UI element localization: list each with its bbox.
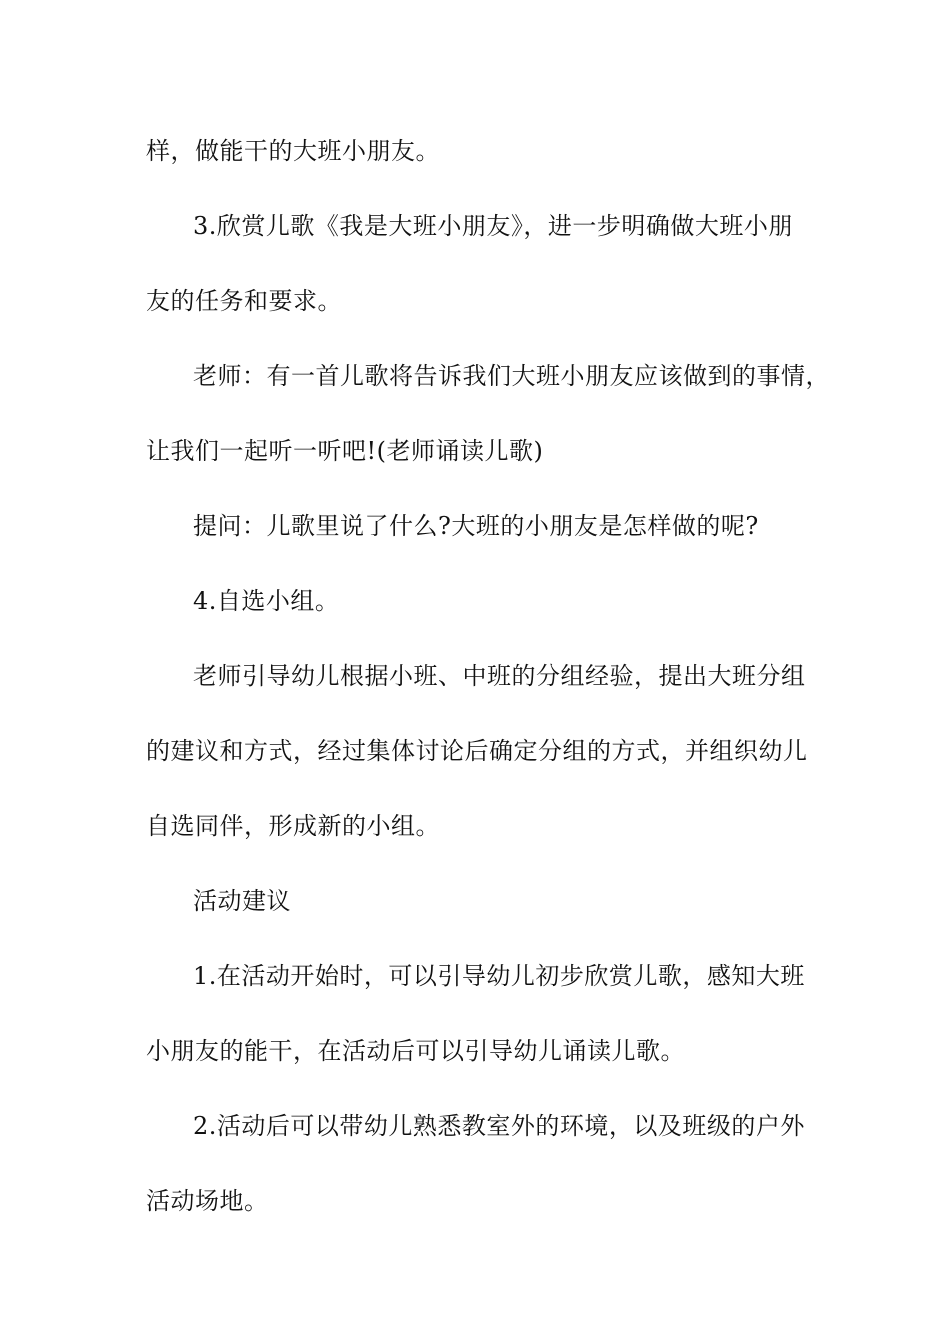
text-line: 老师：有一首儿歌将告诉我们大班小朋友应该做到的事情， — [193, 362, 830, 390]
text-line: 友的任务和要求。 — [146, 287, 342, 315]
text-line: 2.活动后可以带幼儿熟悉教室外的环境，以及班级的户外 — [193, 1112, 805, 1140]
text-line: 自选同伴，形成新的小组。 — [146, 812, 440, 840]
text-line: 活动场地。 — [146, 1187, 269, 1215]
text-line: 让我们一起听一听吧!(老师诵读儿歌) — [146, 437, 544, 465]
text-line: 4.自选小组。 — [193, 587, 340, 615]
text-line: 的建议和方式，经过集体讨论后确定分组的方式，并组织幼儿 — [146, 737, 808, 765]
section-heading: 活动建议 — [193, 887, 291, 915]
text-line: 小朋友的能干，在活动后可以引导幼儿诵读儿歌。 — [146, 1037, 685, 1065]
text-line: 1.在活动开始时，可以引导幼儿初步欣赏儿歌，感知大班 — [193, 962, 805, 990]
text-line: 3.欣赏儿歌《我是大班小朋友》，进一步明确做大班小朋 — [193, 212, 793, 240]
text-line: 样，做能干的大班小朋友。 — [146, 137, 440, 165]
text-line: 老师引导幼儿根据小班、中班的分组经验，提出大班分组 — [193, 662, 806, 690]
text-line: 提问：儿歌里说了什么?大班的小朋友是怎样做的呢? — [193, 512, 759, 540]
